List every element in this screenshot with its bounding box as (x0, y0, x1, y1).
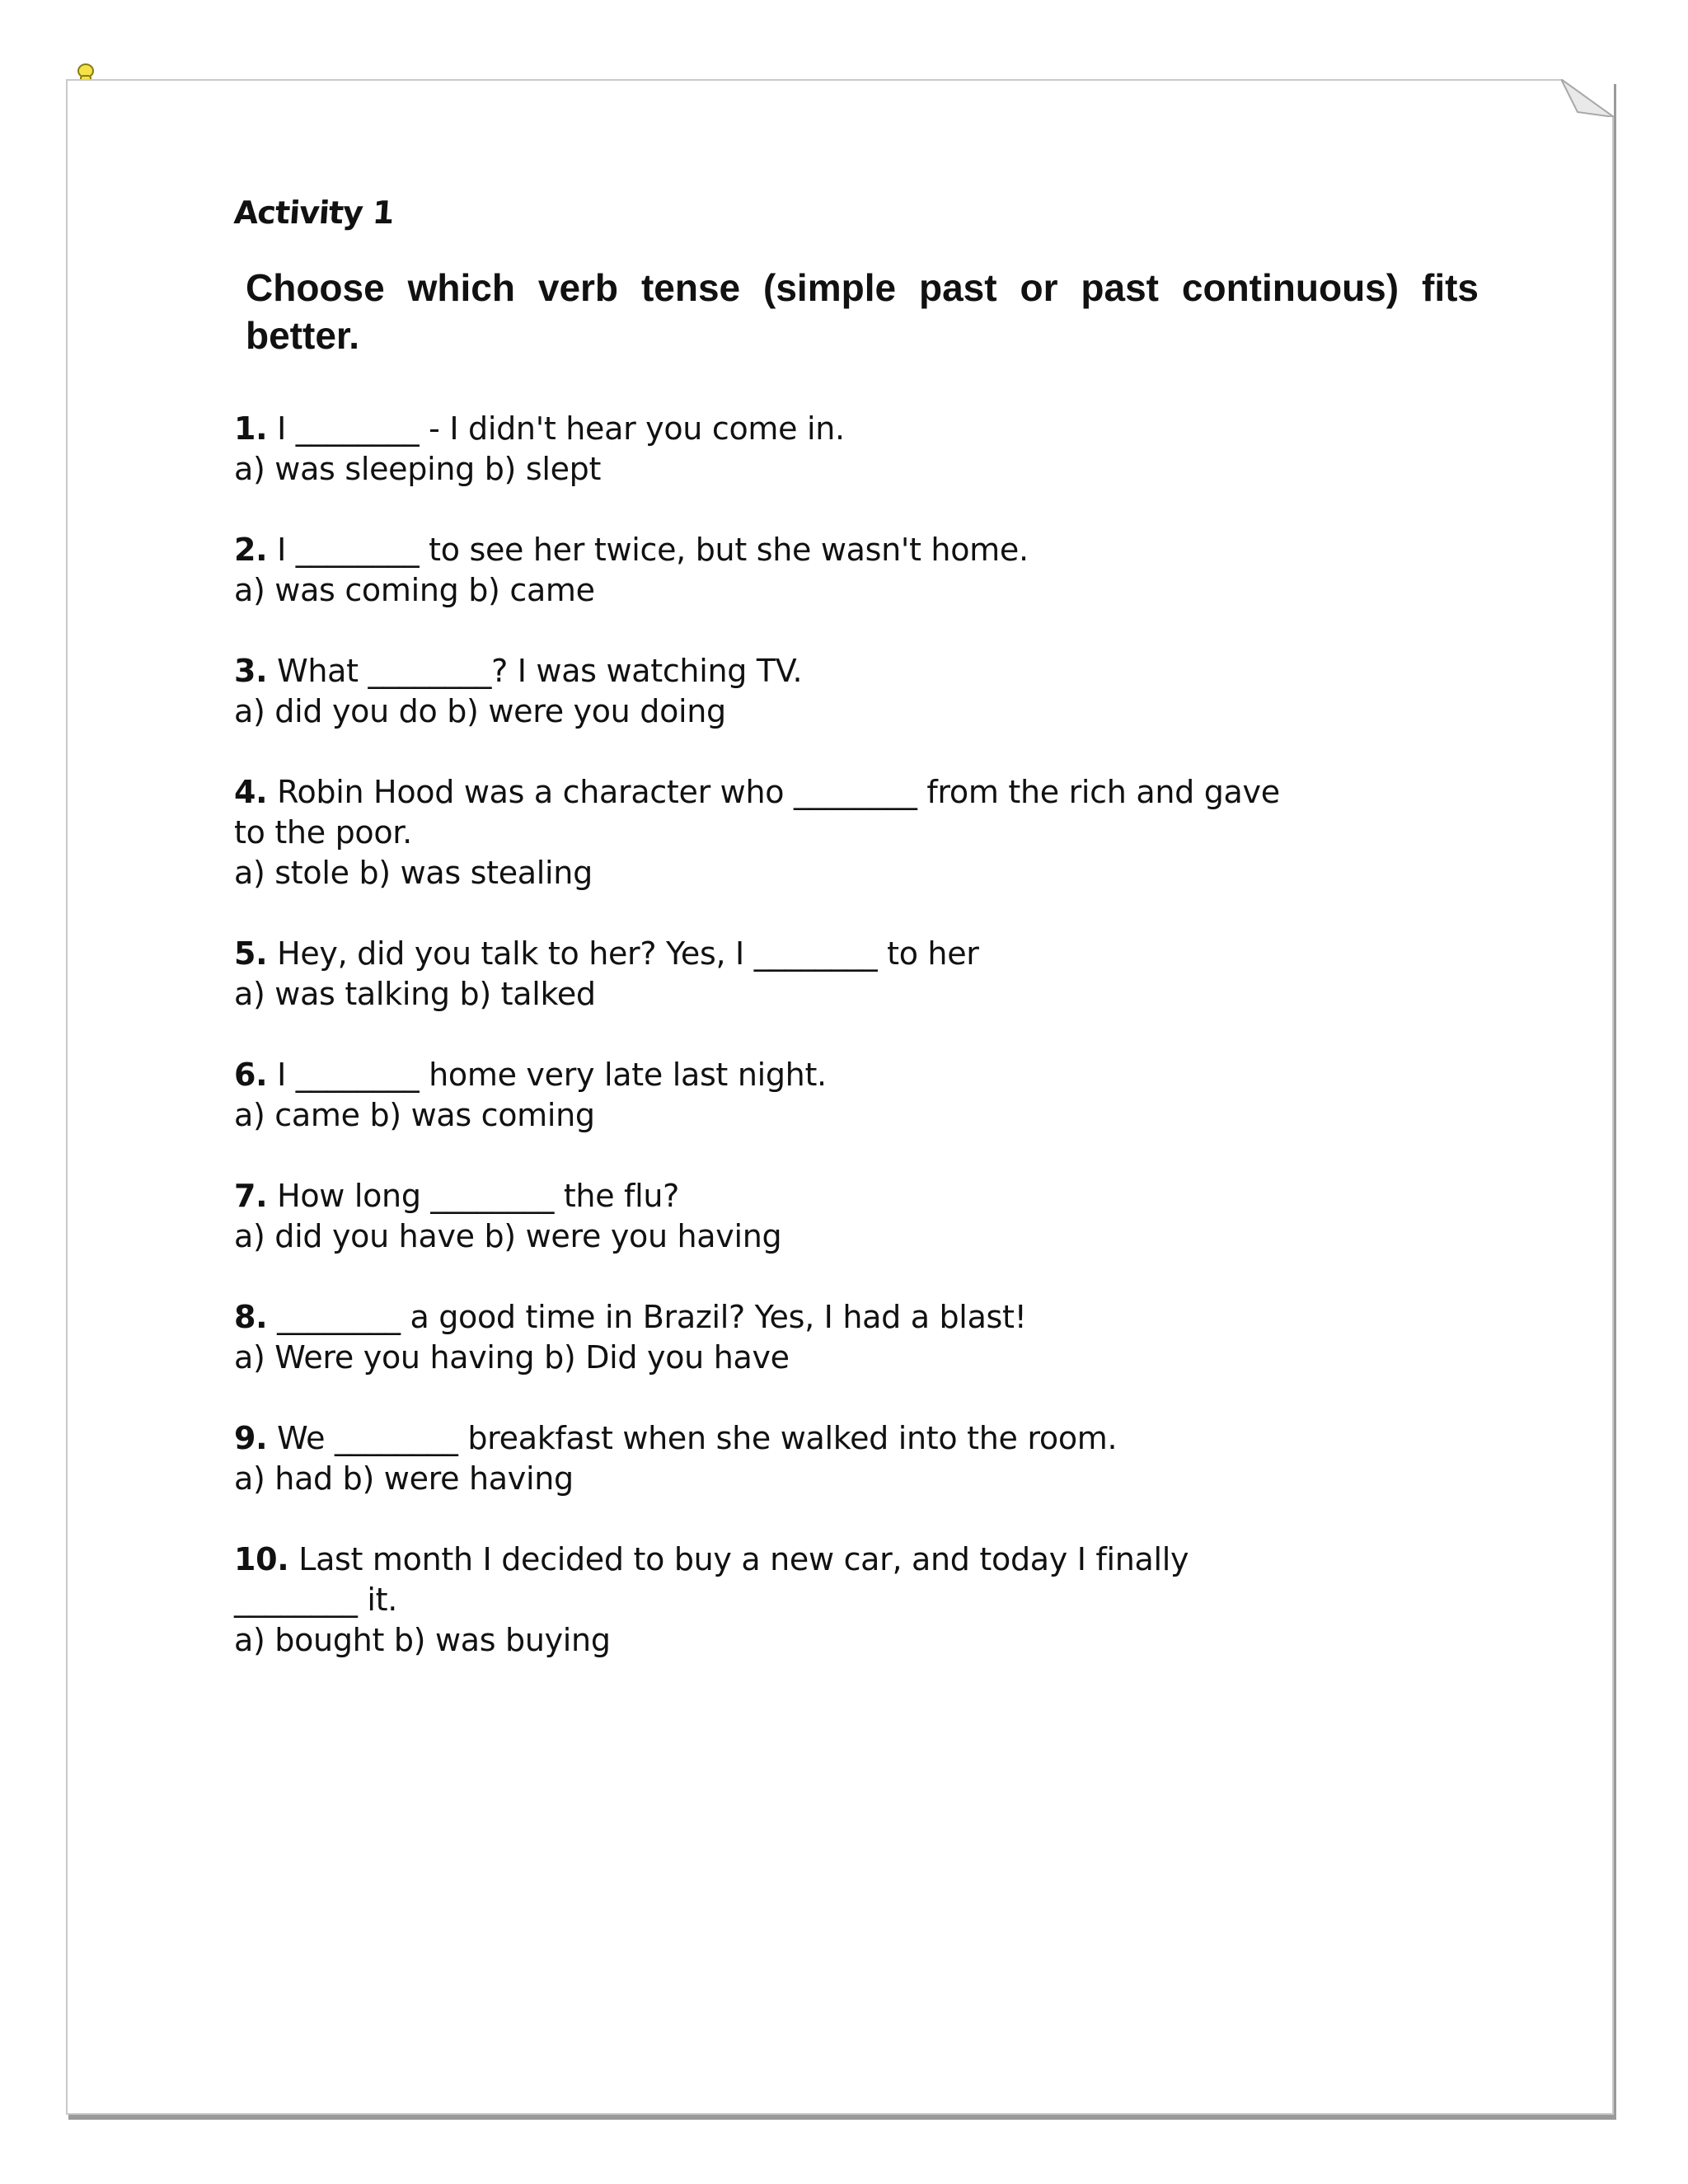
question-number: 3. (234, 653, 268, 689)
question-prompt-continued: ________ it. (234, 1582, 398, 1618)
question-text: I ________ - I didn't hear you come in. (277, 410, 845, 447)
question-text: What ________? I was watching TV. (277, 653, 803, 689)
question-number: 10. (234, 1541, 289, 1577)
question-item (234, 1055, 1479, 1136)
question-options: a) Were you having b) Did you have (234, 1339, 790, 1376)
question-prompt (234, 409, 1479, 449)
question-options: a) did you have b) were you having (234, 1218, 782, 1254)
question-prompt (234, 1418, 1479, 1459)
question-item (234, 934, 1479, 1015)
activity-title: Activity 1 (232, 194, 396, 231)
question-text: I ________ to see her twice, but she wasn't home. (277, 532, 1029, 568)
question-number: 4. (234, 774, 268, 810)
question-item (234, 1176, 1479, 1257)
question-options: a) was talking b) talked (234, 976, 596, 1012)
question-item (234, 1540, 1479, 1661)
question-prompt-continued: to the poor. (234, 814, 412, 851)
instruction-label: Choose which verb tense (simple past or past continuous) fits better. (246, 266, 1479, 357)
question-number: 5. (234, 935, 268, 972)
question-prompt (234, 934, 1479, 974)
question-text: Robin Hood was a character who ________ from the rich and gave (277, 774, 1280, 810)
question-options: a) was sleeping b) slept (234, 451, 602, 487)
question-item (234, 772, 1479, 893)
question-number: 9. (234, 1420, 268, 1456)
question-text: Last month I decided to buy a new car, and today I finally (298, 1541, 1189, 1577)
question-prompt (234, 1297, 1479, 1338)
question-prompt (234, 772, 1479, 813)
question-text: We ________ breakfast when she walked into the room. (277, 1420, 1118, 1456)
question-item (234, 1418, 1479, 1499)
question-options: a) came b) was coming (234, 1097, 595, 1133)
question-item (234, 409, 1479, 490)
question-prompt (234, 1540, 1479, 1580)
question-options: a) had b) were having (234, 1460, 574, 1497)
worksheet-content (234, 194, 1479, 1701)
question-number: 8. (234, 1299, 268, 1335)
instruction-text (234, 264, 1479, 359)
question-text: Hey, did you talk to her? Yes, I ________ to her (277, 935, 979, 972)
question-number: 1. (234, 410, 268, 447)
question-options: a) stole b) was stealing (234, 855, 593, 891)
question-item (234, 1297, 1479, 1378)
question-prompt (234, 651, 1479, 691)
page-corner-fold-icon (1561, 79, 1614, 117)
question-prompt (234, 1176, 1479, 1216)
question-item (234, 651, 1479, 732)
question-number: 2. (234, 532, 268, 568)
question-number: 6. (234, 1057, 268, 1093)
question-options: a) was coming b) came (234, 572, 595, 608)
question-text: How long ________ the flu? (277, 1178, 680, 1214)
question-options: a) bought b) was buying (234, 1622, 611, 1658)
question-item (234, 530, 1479, 611)
question-list (234, 409, 1479, 1661)
question-text: ________ a good time in Brazil? Yes, I had a blast! (277, 1299, 1027, 1335)
question-text: I ________ home very late last night. (277, 1057, 827, 1093)
question-prompt (234, 530, 1479, 570)
question-options: a) did you do b) were you doing (234, 693, 726, 729)
question-number: 7. (234, 1178, 268, 1214)
question-prompt (234, 1055, 1479, 1095)
